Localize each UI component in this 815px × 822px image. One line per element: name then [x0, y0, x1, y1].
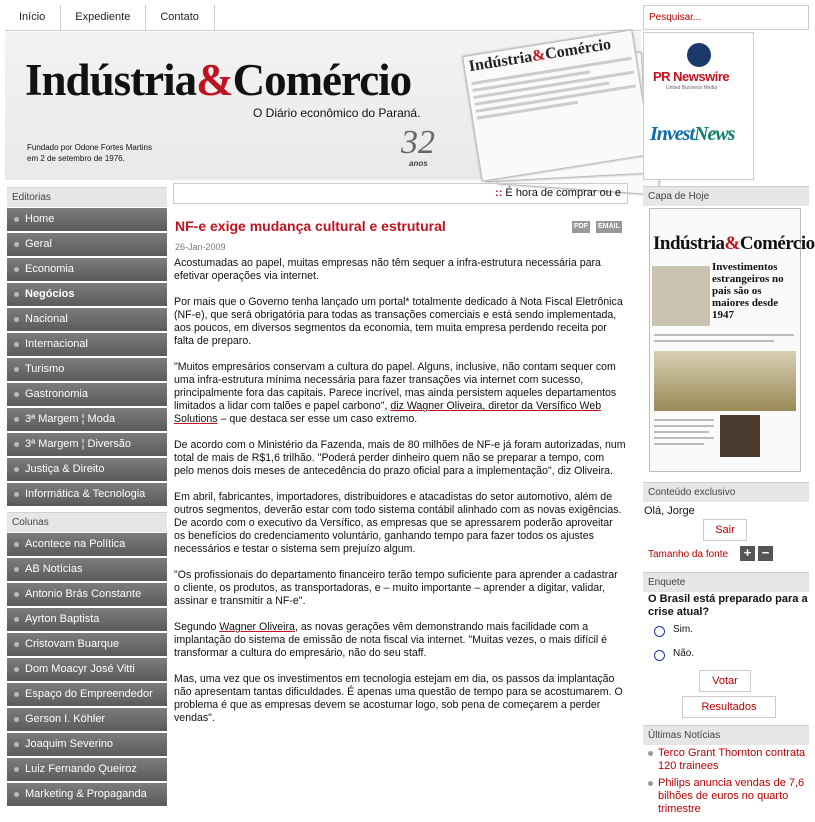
sidebar-item-label: Home [25, 213, 55, 225]
paragraph-8: Mas, uma vez que os investimentos em tecnologia estejam em dia, os passos da implantação não apresentam tantas dificuldades. É apenas uma questão de tempo para se acostumarem. O problema é que as empresas devem se acostumar logo, sob pena de começarem a perder vendas". [174, 673, 623, 724]
sidebar-item-label: Dom Moacyr José Vitti [25, 663, 135, 675]
capa-line [654, 437, 714, 439]
capa-line [654, 334, 794, 336]
capa-line [654, 443, 704, 445]
sidebar-item-label: Gerson I. Köhler [25, 713, 106, 725]
sidebar-item-editoria[interactable] [7, 408, 167, 431]
investnews-logo[interactable]: InvestNews [650, 123, 735, 145]
capa-heading: Capa de Hoje [643, 186, 809, 206]
ultimas-heading: Últimas Notícias [643, 725, 809, 745]
capa-line [654, 425, 714, 427]
newspaper-stack-image [467, 35, 651, 182]
capa-line [654, 340, 774, 342]
poll-option-no-label: Não. [673, 648, 695, 659]
paragraph-2: Por mais que o Governo tenha lançado um portal* totalmente dedicado à Nota Fiscal Eletrônica (NF-e), que será obrigatória para todas as transações comerciais e está sendo implementada, aos poucos, em diversos segmentos da economia, tem muita empresa perdendo receita por falta de preparo. [174, 296, 623, 347]
sidebar-item-coluna[interactable] [7, 583, 167, 606]
paragraph-5: Em abril, fabricantes, importadores, distribuidores e atacadistas do setor automotivo, além de outros segmentos, deverão estar com todo sistema contábil alinhado com as novas exigências. De acordo com o executivo da Versífico, as empresas que se apressarem poderão aproveitar os benefícios do credenciamento voluntário, ganhando tempo para fazer todos os ajustes necessários e testar o sistema sem prejuízo algum. [174, 491, 622, 555]
bullet-icon [648, 781, 653, 786]
anniversary-number: 32 [401, 124, 435, 161]
sidebar-item-label: Marketing & Propaganda [25, 788, 147, 800]
paragraph-4: De acordo com o Ministério da Fazenda, mais de 80 milhões de NF-e já foram autorizadas, num total de mais de R$1,6 trilhão. "Poderá perder dinheiro quem não se preparar a tempo, com pelo menos dois meses de antecedência do prazo oficial para a implementação", diz Oliveira. [174, 439, 626, 477]
bullet-icon [14, 317, 19, 322]
sidebar-item-coluna[interactable] [7, 758, 167, 781]
sidebar-item-editoria[interactable] [7, 258, 167, 281]
bullet-icon [14, 342, 19, 347]
user-greeting: Olá, Jorge [644, 505, 695, 517]
sidebar-item-label: Ayrton Baptista [25, 613, 100, 625]
sidebar-item-coluna[interactable] [7, 558, 167, 581]
colunas-heading: Colunas [7, 512, 167, 532]
capa-photo [652, 266, 710, 326]
prnewswire-sub: United Business Media [666, 85, 718, 91]
source-link[interactable]: diz Wagner Oliveira, diretor da Versífico Web Solutions [174, 400, 602, 425]
font-increase-button[interactable]: + [740, 546, 755, 561]
sidebar-item-label: Gastronomia [25, 388, 88, 400]
nav-link-expediente[interactable]: Expediente [61, 5, 146, 30]
article-body [174, 257, 626, 738]
bullet-icon [14, 492, 19, 497]
sidebar-item-label: Justiça & Direito [25, 463, 105, 475]
capa-line [654, 419, 714, 421]
header-banner [5, 32, 641, 180]
bullet-icon [14, 592, 19, 597]
editorias-menu [7, 208, 167, 508]
sidebar-item-editoria[interactable] [7, 483, 167, 506]
capa-field-photo [654, 351, 796, 411]
sidebar-item-editoria[interactable] [7, 233, 167, 256]
sidebar-item-coluna[interactable] [7, 658, 167, 681]
bullet-icon [14, 542, 19, 547]
bullet-icon [14, 392, 19, 397]
bullet-icon [14, 442, 19, 447]
bullet-icon [14, 417, 19, 422]
founded-note [27, 142, 197, 164]
founded-line-2: em 2 de setembro de 1976. [27, 154, 125, 163]
sidebar-item-label: Internacional [25, 338, 88, 350]
sidebar-item-label: Espaço do Empreendedor [25, 688, 153, 700]
sponsor-ads [643, 32, 754, 180]
sidebar-item-label: Economia [25, 263, 74, 275]
bullet-icon [14, 217, 19, 222]
sidebar-item-label: Informática & Tecnologia [25, 488, 146, 500]
bullet-icon [14, 692, 19, 697]
capa-line [654, 431, 709, 433]
bullet-icon [14, 567, 19, 572]
poll-option-no-radio[interactable] [654, 650, 665, 661]
bullet-icon [14, 617, 19, 622]
sidebar-item-coluna[interactable] [7, 708, 167, 731]
poll-question: O Brasil está preparado para a crise atual? [648, 593, 808, 618]
ticker-text: É hora de comprar ou e [505, 187, 621, 199]
news-item[interactable]: Philips anuncia vendas de 7,6 bilhões de euros no quarto trimestre [648, 777, 808, 816]
sidebar-item-editoria[interactable] [7, 358, 167, 381]
sidebar-item-label: Geral [25, 238, 52, 250]
sidebar-item-label: AB Notícias [25, 563, 83, 575]
front-page-thumbnail[interactable] [649, 208, 815, 472]
bullet-icon [14, 642, 19, 647]
search-input[interactable]: Pesquisar... [643, 5, 809, 30]
prnewswire-globe-icon [687, 43, 711, 67]
vote-button[interactable]: Votar [699, 670, 751, 692]
paper-front [462, 29, 652, 181]
logo-ampersand: & [196, 55, 233, 105]
bullet-icon [14, 292, 19, 297]
colunas-menu [7, 533, 167, 808]
sidebar-item-editoria[interactable] [7, 283, 167, 306]
sidebar-item-label: 3ª Margem ¦ Moda [25, 413, 116, 425]
sidebar-item-label: Antonio Brás Constante [25, 588, 142, 600]
editorias-heading: Editorias [7, 187, 167, 207]
sidebar-item-editoria[interactable] [7, 458, 167, 481]
capa-headline: Investimentos estrangeiros no país são os maiores desde 1947 [712, 261, 784, 321]
person-link[interactable]: Wagner Oliveira [219, 621, 295, 633]
article-title: NF-e exige mudança cultural e estrutural [175, 218, 446, 234]
bullet-icon [14, 267, 19, 272]
sidebar-item-editoria[interactable] [7, 433, 167, 456]
bullet-icon [14, 242, 19, 247]
email-button[interactable]: EMAIL [596, 221, 622, 233]
sidebar-item-coluna[interactable] [7, 533, 167, 556]
bullet-icon [14, 792, 19, 797]
sidebar-item-coluna[interactable] [7, 783, 167, 806]
sidebar-item-coluna[interactable] [7, 633, 167, 656]
bullet-icon [14, 667, 19, 672]
article-date: 26-Jan-2009 [175, 242, 226, 252]
bullet-icon [14, 367, 19, 372]
paragraph-6: "Os profissionais do departamento financeiro terão tempo suficiente para aprender a cadastrar o cliente, os produtos, as transportadoras, e – muito importante – aprender a digitar, validar, assinar e transmitir a NF-e". [174, 569, 618, 607]
sidebar-item-label: Negócios [25, 288, 75, 300]
bullet-icon [14, 742, 19, 747]
news-ticker[interactable] [173, 183, 628, 204]
results-button[interactable]: Resultados [682, 696, 776, 718]
nav-link-inicio[interactable]: Início [5, 5, 61, 30]
paper-masthead: Indústria&Comércio [467, 35, 613, 76]
paragraph-3: "Muitos empresários conservam a cultura do papel. Alguns, inclusive, não contam sequer com uma infra-estrutura mínima necessária para fazer transações via internet com sucesso, principalmente fora das capitais. Parece incrível, mas ainda persistem aqueles departamentos limitados a lidar com talões e papel carbono", diz Wagner Oliveira, diretor da Versífico Web Solutions – que destaca ser esse um caso extremo. [174, 361, 617, 425]
sidebar-item-label: Turismo [25, 363, 65, 375]
site-slogan: O Diário econômico do Paraná. [253, 106, 421, 120]
logout-button[interactable]: Sair [703, 519, 747, 541]
top-nav [5, 5, 641, 31]
latest-news-list [648, 747, 808, 820]
sidebar-item-editoria[interactable] [7, 308, 167, 331]
sidebar-item-label: Acontece na Política [25, 538, 126, 550]
site-logo[interactable] [25, 54, 411, 106]
logo-text-left: Indústria [25, 55, 197, 105]
anniversary-label: anos [409, 159, 428, 168]
font-decrease-button[interactable]: − [758, 546, 773, 561]
sidebar-item-label: Joaquim Severino [25, 738, 114, 750]
capa-masthead: Indústria&Comércio [653, 233, 815, 254]
prnewswire-logo[interactable]: PR Newswire [653, 69, 730, 84]
sidebar-item-label: Nacional [25, 313, 68, 325]
bullet-icon [14, 467, 19, 472]
sidebar-item-editoria[interactable] [7, 333, 167, 356]
sidebar-item-label: 3ª Margem ¦ Diversão [25, 438, 131, 450]
capa-portrait [720, 415, 760, 457]
sidebar-item-label: Luiz Fernando Queiroz [25, 763, 137, 775]
font-size-label: Tamanho da fonte [648, 549, 729, 560]
exclusivo-heading: Conteúdo exclusivo [643, 482, 809, 502]
sidebar-item-editoria[interactable] [7, 208, 167, 231]
sidebar-item-coluna[interactable] [7, 733, 167, 756]
sidebar-item-editoria[interactable] [7, 383, 167, 406]
sidebar-item-coluna[interactable] [7, 608, 167, 631]
bullet-icon [14, 717, 19, 722]
paragraph-7: Segundo Wagner Oliveira, as novas gerações vêm demonstrando mais facilidade com a implantação do sistema de emissão de nota fiscal via internet. "Muitas vezes, o mais difícil é transformar a cultura do empresário, não do seu staff. [174, 621, 608, 659]
pdf-button[interactable]: PDF [572, 221, 590, 233]
news-item[interactable]: Terco Grant Thornton contrata 120 trainees [648, 747, 808, 773]
sidebar-item-coluna[interactable] [7, 683, 167, 706]
founded-line-1: Fundado por Odone Fortes Martins [27, 143, 152, 152]
nav-link-contato[interactable]: Contato [146, 5, 215, 30]
poll-option-yes-label: Sim. [673, 624, 693, 635]
poll-option-yes-radio[interactable] [654, 626, 665, 637]
paragraph-1: Acostumadas ao papel, muitas empresas não têm sequer a infra-estrutura necessária para efetivar operações via internet. [174, 257, 601, 282]
logo-text-right: Comércio [232, 55, 412, 105]
enquete-heading: Enquete [643, 572, 809, 592]
bullet-icon [14, 767, 19, 772]
bullet-icon [648, 751, 653, 756]
sidebar-item-label: Cristovam Buarque [25, 638, 120, 650]
ticker-marker: :: [495, 187, 503, 199]
